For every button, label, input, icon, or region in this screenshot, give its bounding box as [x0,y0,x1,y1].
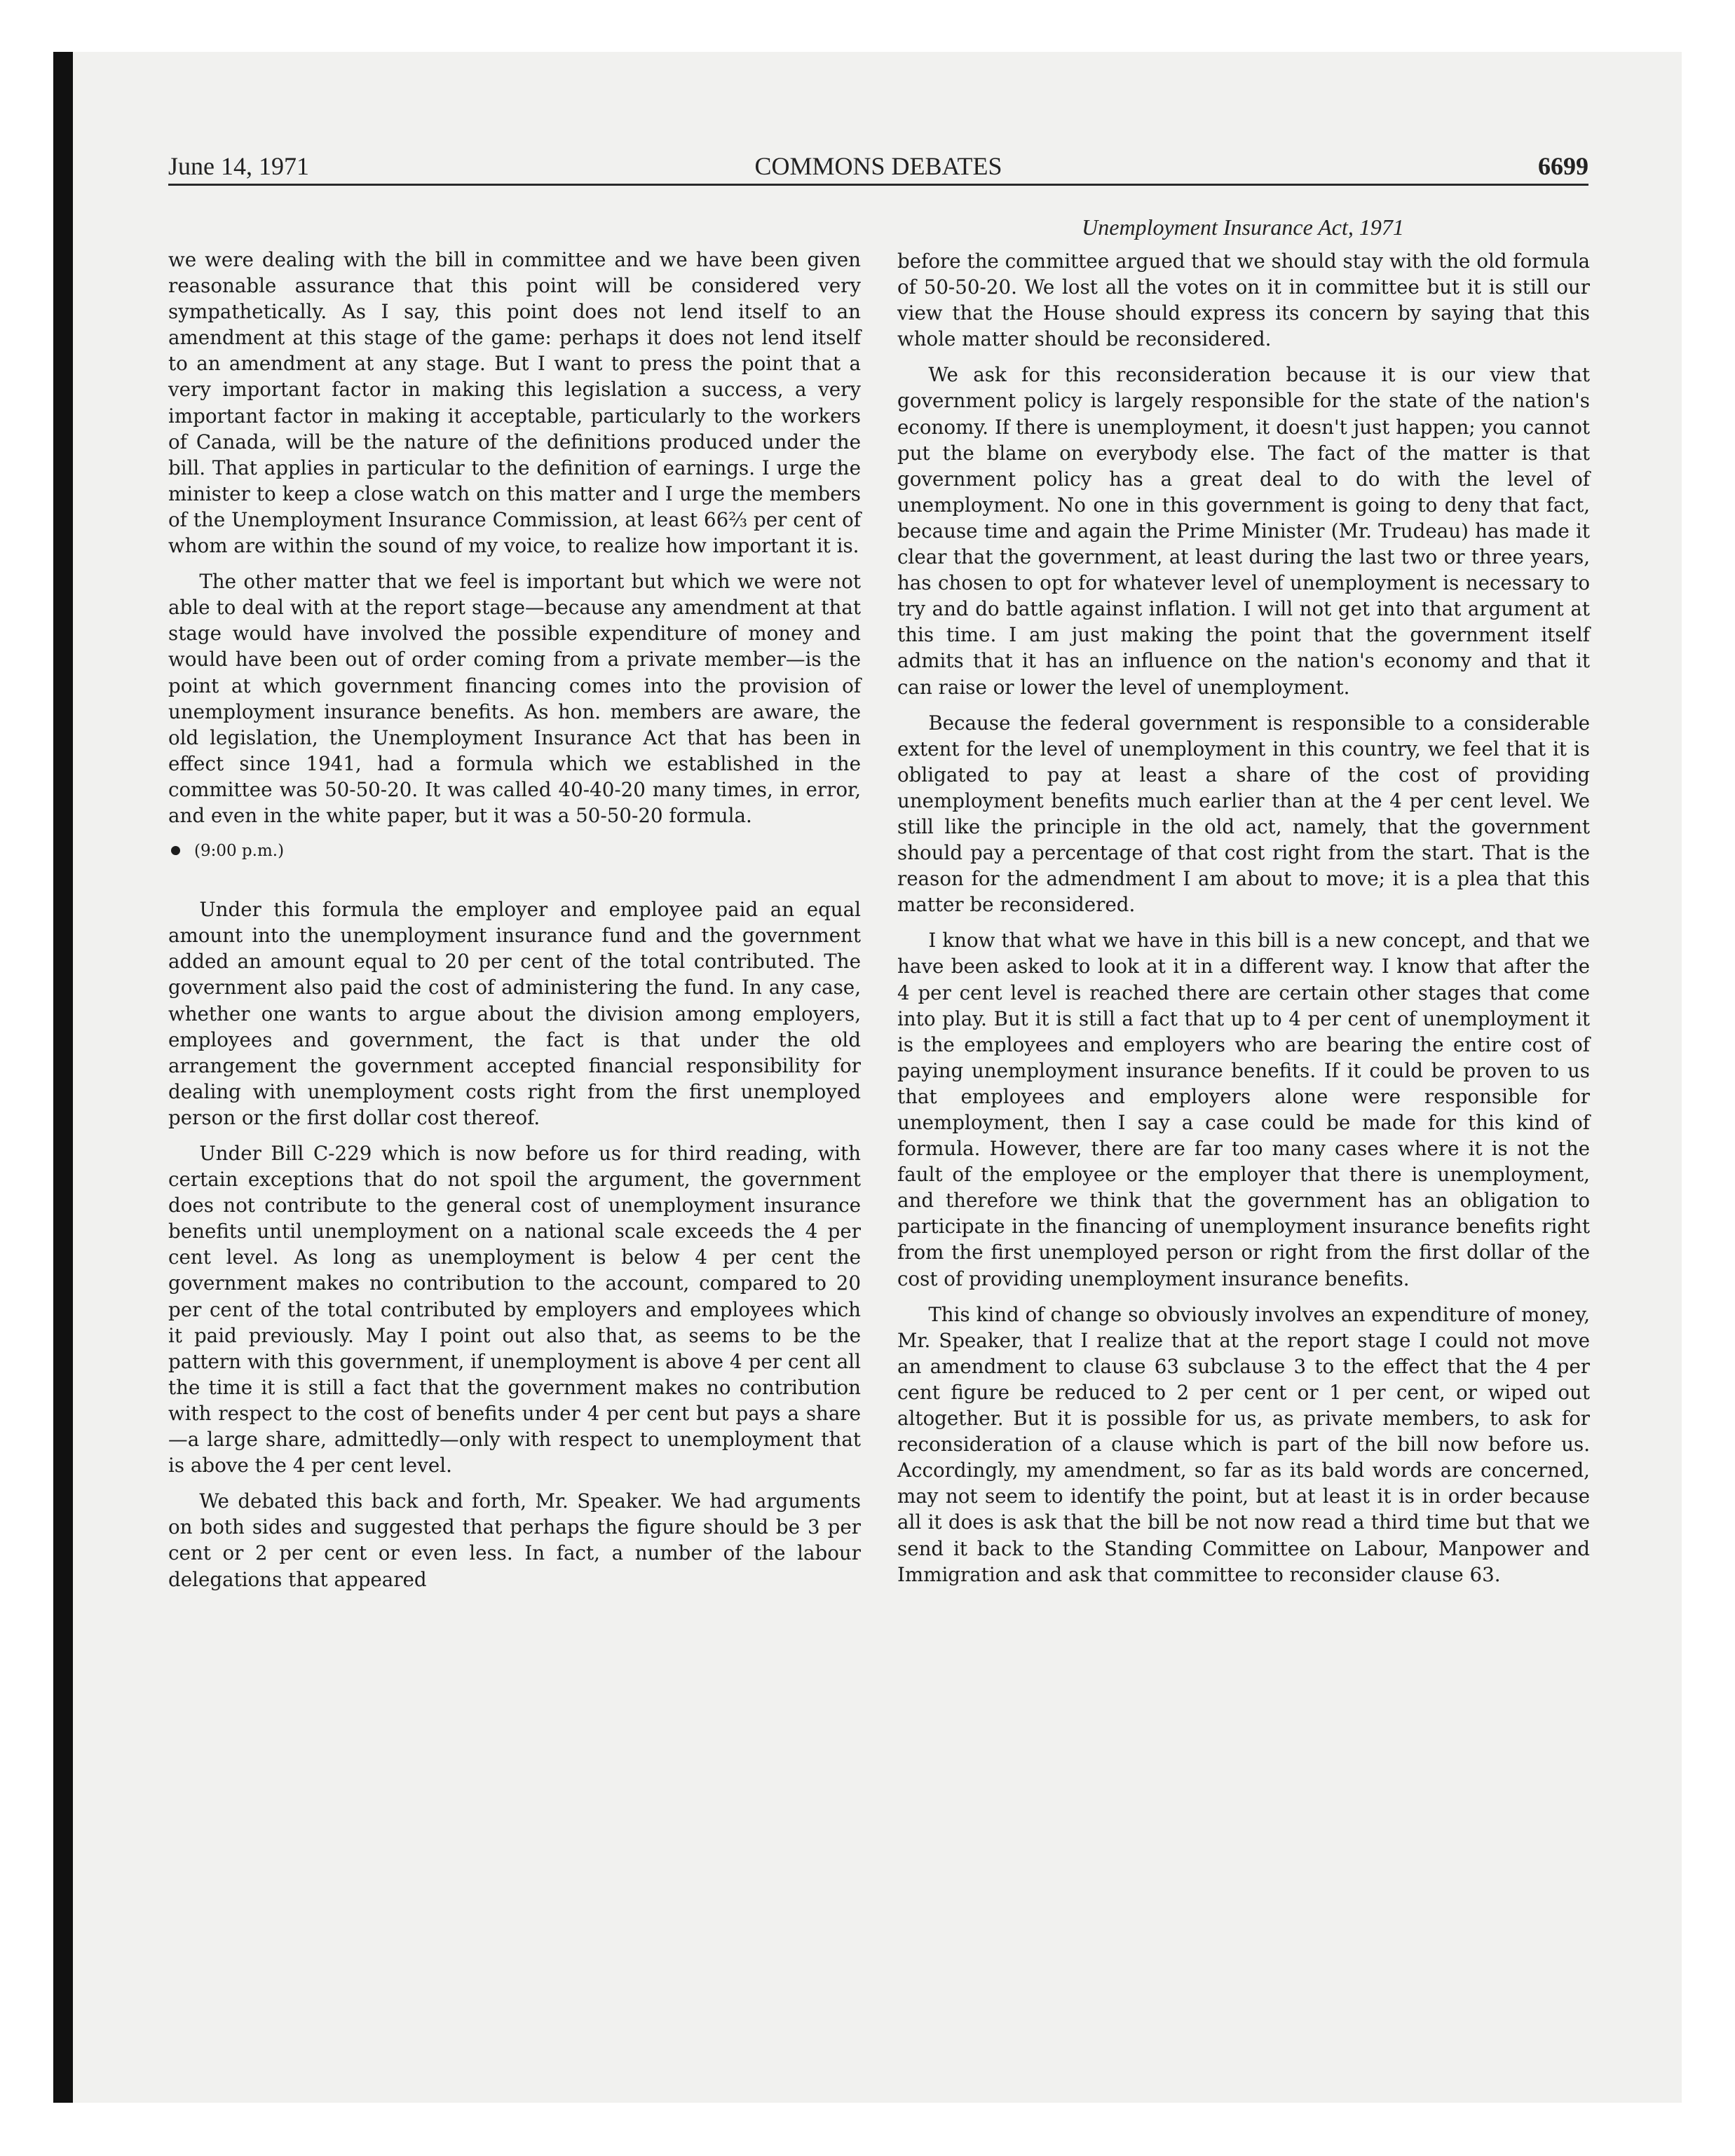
paragraph: I know that what we have in this bill is a new concept, and that we have been asked to look at it in a different way. I know that after the 4 per cent level is reached there are certain other stages that come into play. But it is still a fact that up to 4 per cent of unemployment it is the employees and employers who are bearing the entire cost of paying unemployment insurance benefits. If it could be proven to us that employees and employers alone were responsible for unemployment, then I say a case could be made for this kind of formula. However, there are far too many cases where it is not the fault of the employee or the employer that there is unemployment, and therefore we think that the government has an obligation to participate in the financing of unemployment insurance benefits right from the first unemployed person or right from the first dollar of the cost of providing unemployment insurance benefits. [897,929,1590,1290]
left-column [168,247,861,1602]
section-title: Unemployment Insurance Act, 1971 [1082,214,1404,240]
paragraph: We ask for this reconsideration because it is our view that government policy is largely responsible for the state of the nation's economy. If there is unemployment, it doesn't just happen; you cannot put the blame on everybody else. The fact of the matter is that government policy has a great deal to do with the level of unemployment. No one in this government is going to deny that fact, because time and again the Prime Minister (Mr. Trudeau) has made it clear that the government, at least during the last two or three years, has chosen to opt for whatever level of unemployment is necessary to try and do battle against inflation. I will not get into that argument at this time. I am just making the point that the government itself admits that it has an influence on the nation's economy and that it can raise or lower the level of unemployment. [897,363,1590,699]
page-header [168,151,1588,186]
paragraph: before the committee argued that we should stay with the old formula of 50-50-20. We lost all the votes on it in committee but it is still our view that the House should express its concern by saying that this whole matter should be reconsidered. [897,250,1590,351]
paragraph: Under Bill C-229 which is now before us for third reading, with certain exceptions that do not spoil the argument, the government does not contribute to the general cost of unemployment insurance benefits until unemployment on a national scale exceeds the 4 per cent level. As long as unemployment is below 4 per cent the government makes no contribution to the account, compared to 20 per cent of the total contributed by employers and employees which it paid previously. May I point out also that, as seems to be the pattern with this government, if unemployment is above 4 per cent all the time it is still a fact that the government makes no contribution with respect to the cost of benefits under 4 per cent but pays a share—a large share, admittedly—only with respect to unemployment that is above the 4 per cent level. [168,1142,861,1478]
paragraph: The other matter that we feel is important but which we were not able to deal with at the report stage—because any amendment at that stage would have involved the possible expenditure of money and would have been out of order coming from a private member—is the point at which government financing comes into the provision of unemployment insurance benefits. As hon. members are aware, the old legislation, the Unemployment Insurance Act that has been in effect since 1941, had a formula which we established in the committee was 50-50-20. It was called 40-40-20 many times, in error, and even in the white paper, but it was a 50-50-20 formula. [168,570,861,827]
page-number: 6699 [1538,152,1588,180]
journal-title: COMMONS DEBATES [754,152,1002,180]
paragraph: we were dealing with the bill in committee and we have been given reasonable assurance that this point will be considered very sympathetically. As I say, this point does not lend itself to an amendment at this stage of the game: perhaps it does not lend itself to an amendment at any stage. But I want to press the point that a very important factor in making this legislation a success, a very important factor in making it acceptable, particularly to the workers of Canada, will be the nature of the definitions produced under the bill. That applies in particular to the definition of earnings. I urge the minister to keep a close watch on this matter and I urge the members of the Unemployment Insurance Commission, at least 66⅔ per cent of whom are within the sound of my voice, to realize how important it is. [168,248,861,558]
paragraph: We debated this back and forth, Mr. Speaker. We had arguments on both sides and suggested that perhaps the figure should be 3 per cent or 2 per cent or even less. In fact, a number of the labour delegations that appeared [168,1489,861,1591]
header-date: June 14, 1971 [168,152,309,180]
right-column [897,248,1590,1597]
paragraph: This kind of change so obviously involves an expenditure of money, Mr. Speaker, that I realize that at the report stage I could not move an amendment to clause 63 subclause 3 to the effect that the 4 per cent figure be reduced to 2 per cent or 1 per cent, or wiped out altogether. But it is possible for us, as private members, to ask for reconsideration of a clause which is part of the bill now before us. Accordingly, my amendment, so far as its bald words are concerned, may not seem to identify the point, but at least it is in order because all it does is ask that the bill be not now read a third time but that we send it back to the Standing Committee on Labour, Manpower and Immigration and ask that committee to reconsider clause 63. [897,1302,1590,1586]
time-marker [168,838,861,864]
paragraph: Under this formula the employer and employee paid an equal amount into the unemployment insurance fund and the government added an amount equal to 20 per cent of the total contributed. The government also paid the cost of administering the fund. In any case, whether one wants to argue about the division among employers, employees and government, the fact is that under the old arrangement the government accepted financial responsibility for dealing with unemployment costs right from the first unemployed person or the first dollar cost thereof. [168,898,861,1129]
paragraph: Because the federal government is responsible to a considerable extent for the level of unemployment in this country, we feel that it is obligated to pay at least a share of the cost of providing unemployment benefits much earlier than at the 4 per cent level. We still like the principle in the old act, namely, that the government should pay a percentage of that cost right from the start. That is the reason for the admendment I am about to move; it is a plea that this matter be reconsidered. [897,711,1590,917]
scan-edge-bar [53,52,73,2103]
bullet-icon [171,846,180,855]
time-marker-text: (9:00 p.m.) [194,842,285,861]
